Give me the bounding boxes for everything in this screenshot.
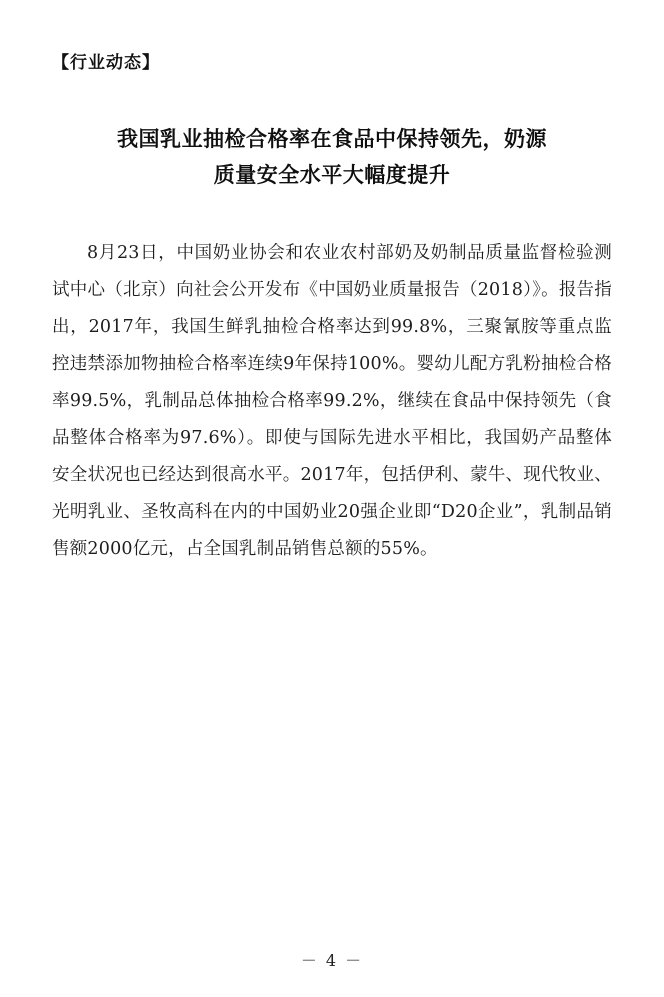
article-title-line-2: 质量安全水平大幅度提升 <box>213 162 451 187</box>
page-number: － 4 － <box>300 951 364 970</box>
article-title <box>52 121 612 193</box>
article-body <box>52 235 612 568</box>
body-paragraph: 8月23日，中国奶业协会和农业农村部奶及奶制品质量监督检验测试中心（北京）向社会公开发布《中国奶业质量报告（2018）》。报告指出，2017年，我国生鲜乳抽检合格率达到99.8%，三聚氰胺等重点监控违禁添加物抽检合格率连续9年保持100%。婴幼儿配方乳粉抽检合格率99.5%，乳制品总体抽检合格率99.2%，继续在食品中保持领先（食品整体合格率为97.6%）。即使与国际先进水平相比，我国奶产品整体安全状况也已经达到很高水平。2017年，包括伊利、蒙牛、现代牧业、光明乳业、圣牧高科在内的中国奶业20强企业即“D20企业”，乳制品销售额2000亿元，占全国乳制品销售总额的55%。 <box>52 243 612 559</box>
section-tag: 【行业动态】 <box>52 53 160 73</box>
article-title-line-1: 我国乳业抽检合格率在食品中保持领先，奶源 <box>117 126 547 151</box>
